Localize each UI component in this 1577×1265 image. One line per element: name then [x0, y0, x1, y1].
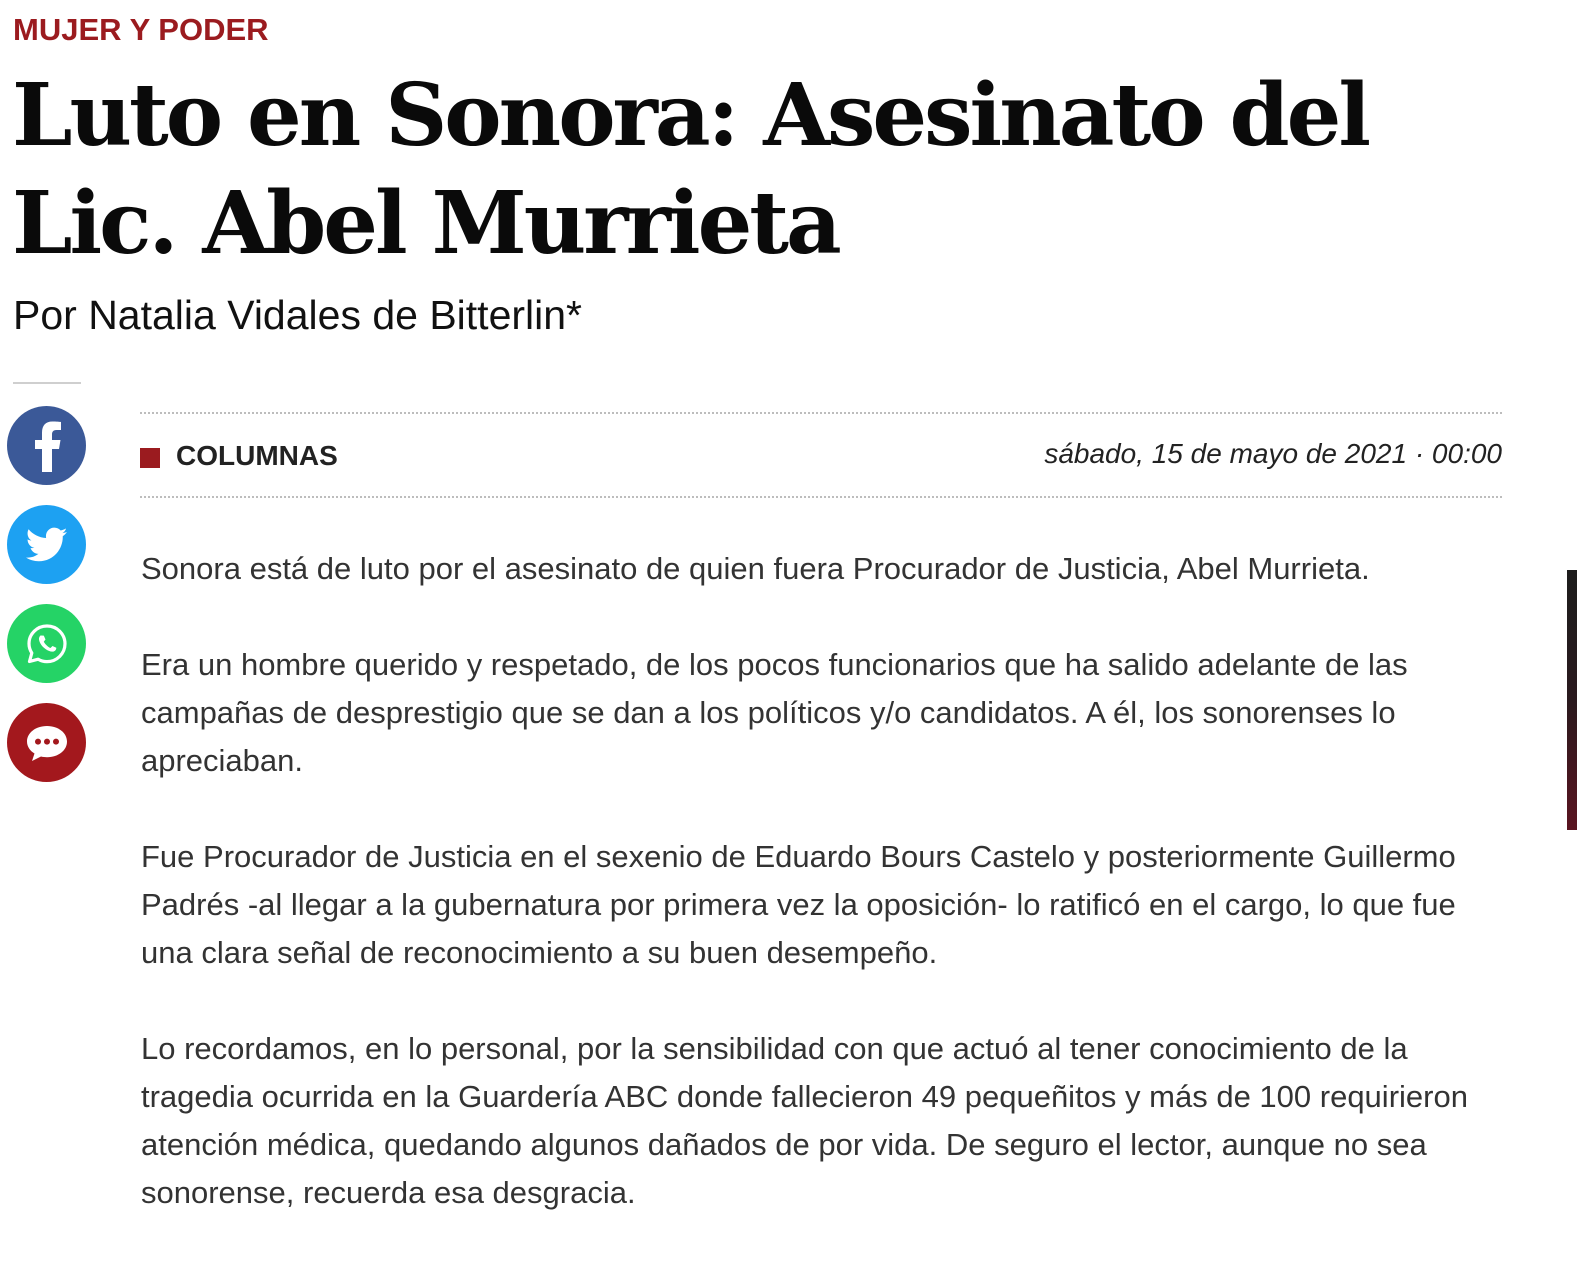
article-headline: Luto en Sonora: Asesinato del Lic. Abel Murrieta [12, 65, 1369, 274]
facebook-icon [27, 420, 67, 472]
byline-divider [13, 382, 81, 384]
article-paragraph: Sonora está de luto por el asesinato de quien fuera Procurador de Justicia, Abel Murrieta. [141, 551, 1370, 586]
publication-date: sábado, 15 de mayo de 2021 · 00:00 [1044, 438, 1502, 469]
article-paragraph: Fue Procurador de Justicia en el sexenio de Eduardo Bours Castelo y posteriormente Guillermo Padrés -al llegar a la gubernatura por primera vez la oposición- lo ratificó en el cargo, lo que fue una clara señal de reconocimiento a su buen desempeño. [141, 839, 1456, 970]
category-link[interactable]: COLUMNAS [176, 440, 338, 471]
side-scroll-indicator[interactable] [1567, 570, 1577, 830]
share-twitter-button[interactable] [7, 505, 86, 584]
article-byline: Por Natalia Vidales de Bitterlin* [13, 292, 582, 338]
comments-icon [24, 723, 70, 763]
section-kicker[interactable]: MUJER Y PODER [13, 12, 269, 47]
comments-button[interactable] [7, 703, 86, 782]
article-body [141, 545, 1511, 1265]
article-meta-bar [140, 412, 1502, 498]
share-whatsapp-button[interactable] [7, 604, 86, 683]
share-bar [7, 406, 87, 802]
article-paragraph: Lo recordamos, en lo personal, por la sensibilidad con que actuó al tener conocimiento de la tragedia ocurrida en la Guardería ABC donde fallecieron 49 pequeñitos y más de 100 requirieron atención médica, quedando algunos dañados de por vida. De seguro el lector, aunque no sea sonorense, recuerda esa desgracia. [141, 1031, 1468, 1210]
whatsapp-icon [25, 622, 69, 666]
twitter-icon [26, 527, 68, 563]
article-paragraph: Era un hombre querido y respetado, de los pocos funcionarios que ha salido adelante de las campañas de desprestigio que se dan a los políticos y/o candidatos. A él, los sonorenses lo apreciaban. [141, 647, 1408, 778]
category-marker [140, 448, 160, 468]
share-facebook-button[interactable] [7, 406, 86, 485]
